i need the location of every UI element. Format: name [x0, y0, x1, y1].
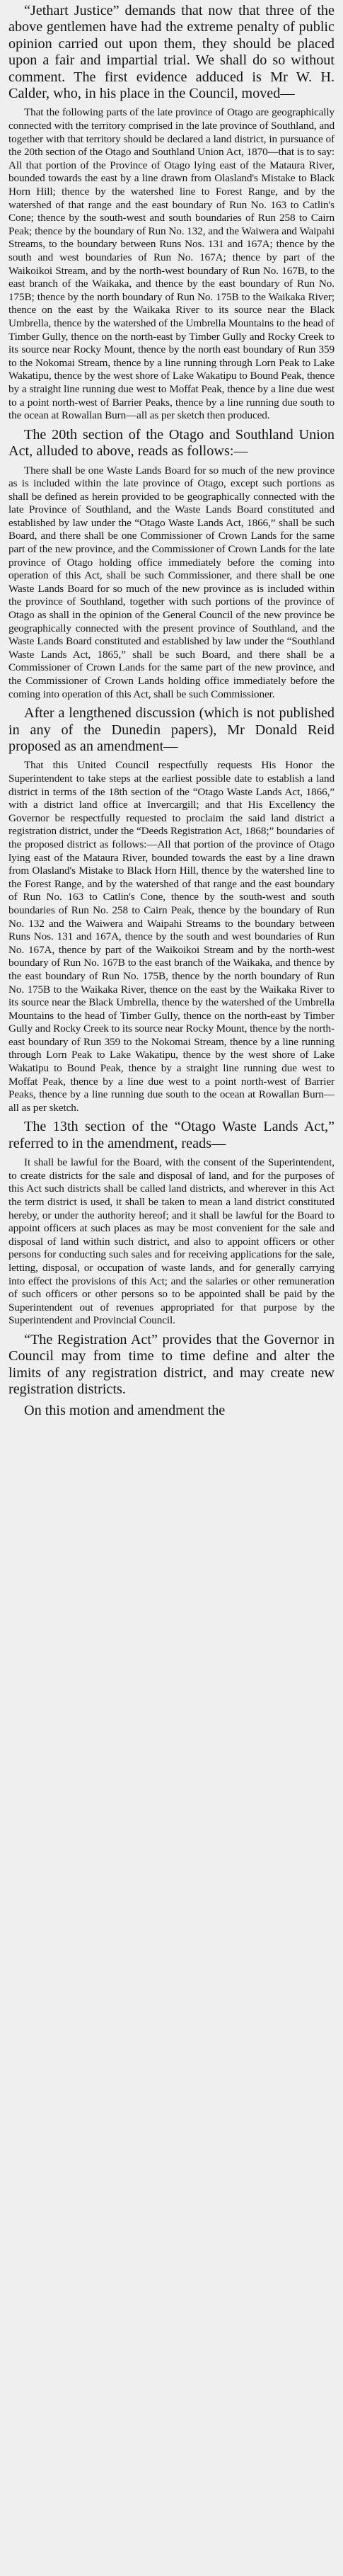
amendment-intro-paragraph: After a lengthened discussion (which is not published in any of the Dunedin papers), Mr Donald Reid proposed as an amendment—: [8, 705, 335, 754]
section-20-intro-paragraph: The 20th section of the Otago and Southland Union Act, alluded to above, reads as follows:—: [8, 426, 335, 460]
intro-paragraph: “Jethart Justice” demands that now that three of the above gentlemen have had the extreme penalty of public opinion carried out upon them, they should be placed upon a fair and impartial trial. We shall do so without comment. The first evidence adduced is Mr W. H. Calder, who, in his place in the Council, moved—: [8, 3, 335, 102]
calder-motion-quote: That the following parts of the late province of Otago are geographically connected with the territory comprised in the late province of Southland, and together with that territory should be declared a land district, in pursuance of the 20th section of the Otago and Southland Union Act, 1870—that is to say: All that portion of the Province of Otago lying east of the Mataura River, bounded towards the east by a line drawn from Olasland's Mistake to Black Horn Hill; thence by the watershed line to Forest Range, and by the watershed of that range and the east boundary of Run No. 163 to Catlin's Cone; thence by the south-west and south boundaries of Run 258 to Cairn Peak; thence by the boundary of Run No. 132, and the Waiwera and Waipahi Streams, to the boundary between Runs Nos. 131 and 167A; thence by the south and west boundaries of Run No. 167A; thence by part of the Waikoikoi Stream, and by the north-west boundary of Run No. 167B, to the east branch of the Waikaka, and thence by the east boundary of Run No. 175B; thence by the north boundary of Run No. 175B to the Waikaka River; thence on the east by the Waikaka River to its source near the Black Umbrella, thence by the watershed of the Umbrella Mountains to the head of Timber Gully, thence on the north-east by Timber Gully and Rocky Creek to its source near Rocky Mount, thence by the north east boundary of Run 359 to the Nokomai Stream, thence by a line running through Lorn Peak to Lake Wakatipu, thence by the west shore of Lake Wakatipu to Bound Peak, thence by a straight line running due west to Moffat Peak, thence by a line due west to a point north-west of Barrier Peaks, thence by a line running due south to the ocean at Rowallan Burn—all as per sketch then produced.: [8, 106, 335, 422]
section-13-quote: It shall be lawful for the Board, with the consent of the Superintendent, to create districts for the sale and disposal of land, and for the purposes of this Act such districts shall be called land districts, and wherever in this Act the term district is used, it shall be taken to mean a land district constituted hereby, or under the authority hereof; and it shall be lawful for the Board to appoint officers at such places as may be most convenient for the sale and disposal of land within such district, and also to appoint officers or other persons for conducting such sales and for receiving applications for the sale, letting, disposal, or occupation of waste lands, and for generally carrying into effect the provisions of this Act; and the salaries or other remuneration of such officers or other persons so to be appointed shall be paid by the Superintendent out of revenues appropriated for that purpose by the Superintendent and Provincial Council.: [8, 1156, 335, 1327]
section-20-quote: There shall be one Waste Lands Board for so much of the new province as is included within the late province of Otago, except such portions as shall be defined as herein provided to be geographically connected with the late Province of Southland, and the Waste Lands Board constituted and established by law under the “Otago Waste Lands Act, 1866,” shall be such Board, and there shall be one Commissioner of Crown Lands for the same part of the new province, and the Commissioner of Crown Lands for the late province of Otago holding office immediately before the coming into operation of this Act, shall be such Commissioner, and there shall be one Waste Lands Board for so much of the new province as is included within the province of Southland, together with such portions of the province of Otago as shall in the opinion of the General Council of the new province be geographically connected with the present province of Southland, and the Waste Lands Board constituted and established by law under the “Southland Waste Lands Act, 1865,” shall be such Board, and there shall be a Commissioner of Crown Lands for the same part of the new province, and the Commissioner of Crown Lands holding office immediately before the coming into operation of this Act, shall be such Commissioner.: [8, 464, 335, 700]
closing-fragment-paragraph: On this motion and amendment the: [24, 1402, 226, 1418]
reid-amendment-quote: That this United Council respectfully requests His Honor the Superintendent to take steps at the earliest possible date to establish a land district in terms of the 18th section of the “Otago Waste Lands Act, 1866,” with a district land office at Invercargill; and that His Excellency the Governor be respectfully requested to proclaim the said land district a registration district, under the “Deeds Registration Act, 1868;” boundaries of the proposed district as follows:—All that portion of the province of Otago lying east of the Mataura River, bounded towards the east by a line drawn from Olasland's Mistake to Black Horn Hill, thence by the watershed line to the Forest Range, and by the watershed of that range and the east boundary of Run No. 163 to Catlin's Cone, thence by the south-west and south boundaries of Run No. 258 to Cairn Peak, thence by the boundary of Run No. 132 and the Waiwera and Waipahi Streams to the boundary between Runs Nos. 131 and 167A, thence by the south and west boundaries of Run No. 167A, thence by part of the Waikoikoi Stream and by the north-west boundary of Run No. 167B to the east branch of the Waikaka, and thence by the east boundary of Run No. 175B, thence by the north boundary of Run No. 175B to the Waikaka River, thence on the east by the Waikaka River to its source near the Black Umbrella, thence by the watershed of the Umbrella Mountains to the head of Timber Gully, thence on the north-east by Timber Gully and Rocky Creek to its source near Rocky Mount, thence by the north-east boundary of Run 359 to the Nokomai Stream, thence by a line running through Lorn Peak to Lake Wakatipu, thence by the west shore of Lake Wakatipu to Bound Peak, thence by a straight line running due west to Moffat Peak, thence by a line due west to a point north-west of Barrier Peaks, thence by a line running due south to the ocean at Rowallan Burn—all as per sketch.: [8, 759, 335, 1114]
registration-act-paragraph: “The Registration Act” provides that the Governor in Council may from time to time define and alter the limits of any registration district, and may create new registration districts.: [8, 1331, 335, 1398]
section-13-intro-paragraph: The 13th section of the “Otago Waste Lands Act,” referred to in the amendment, reads—: [8, 1119, 335, 1151]
